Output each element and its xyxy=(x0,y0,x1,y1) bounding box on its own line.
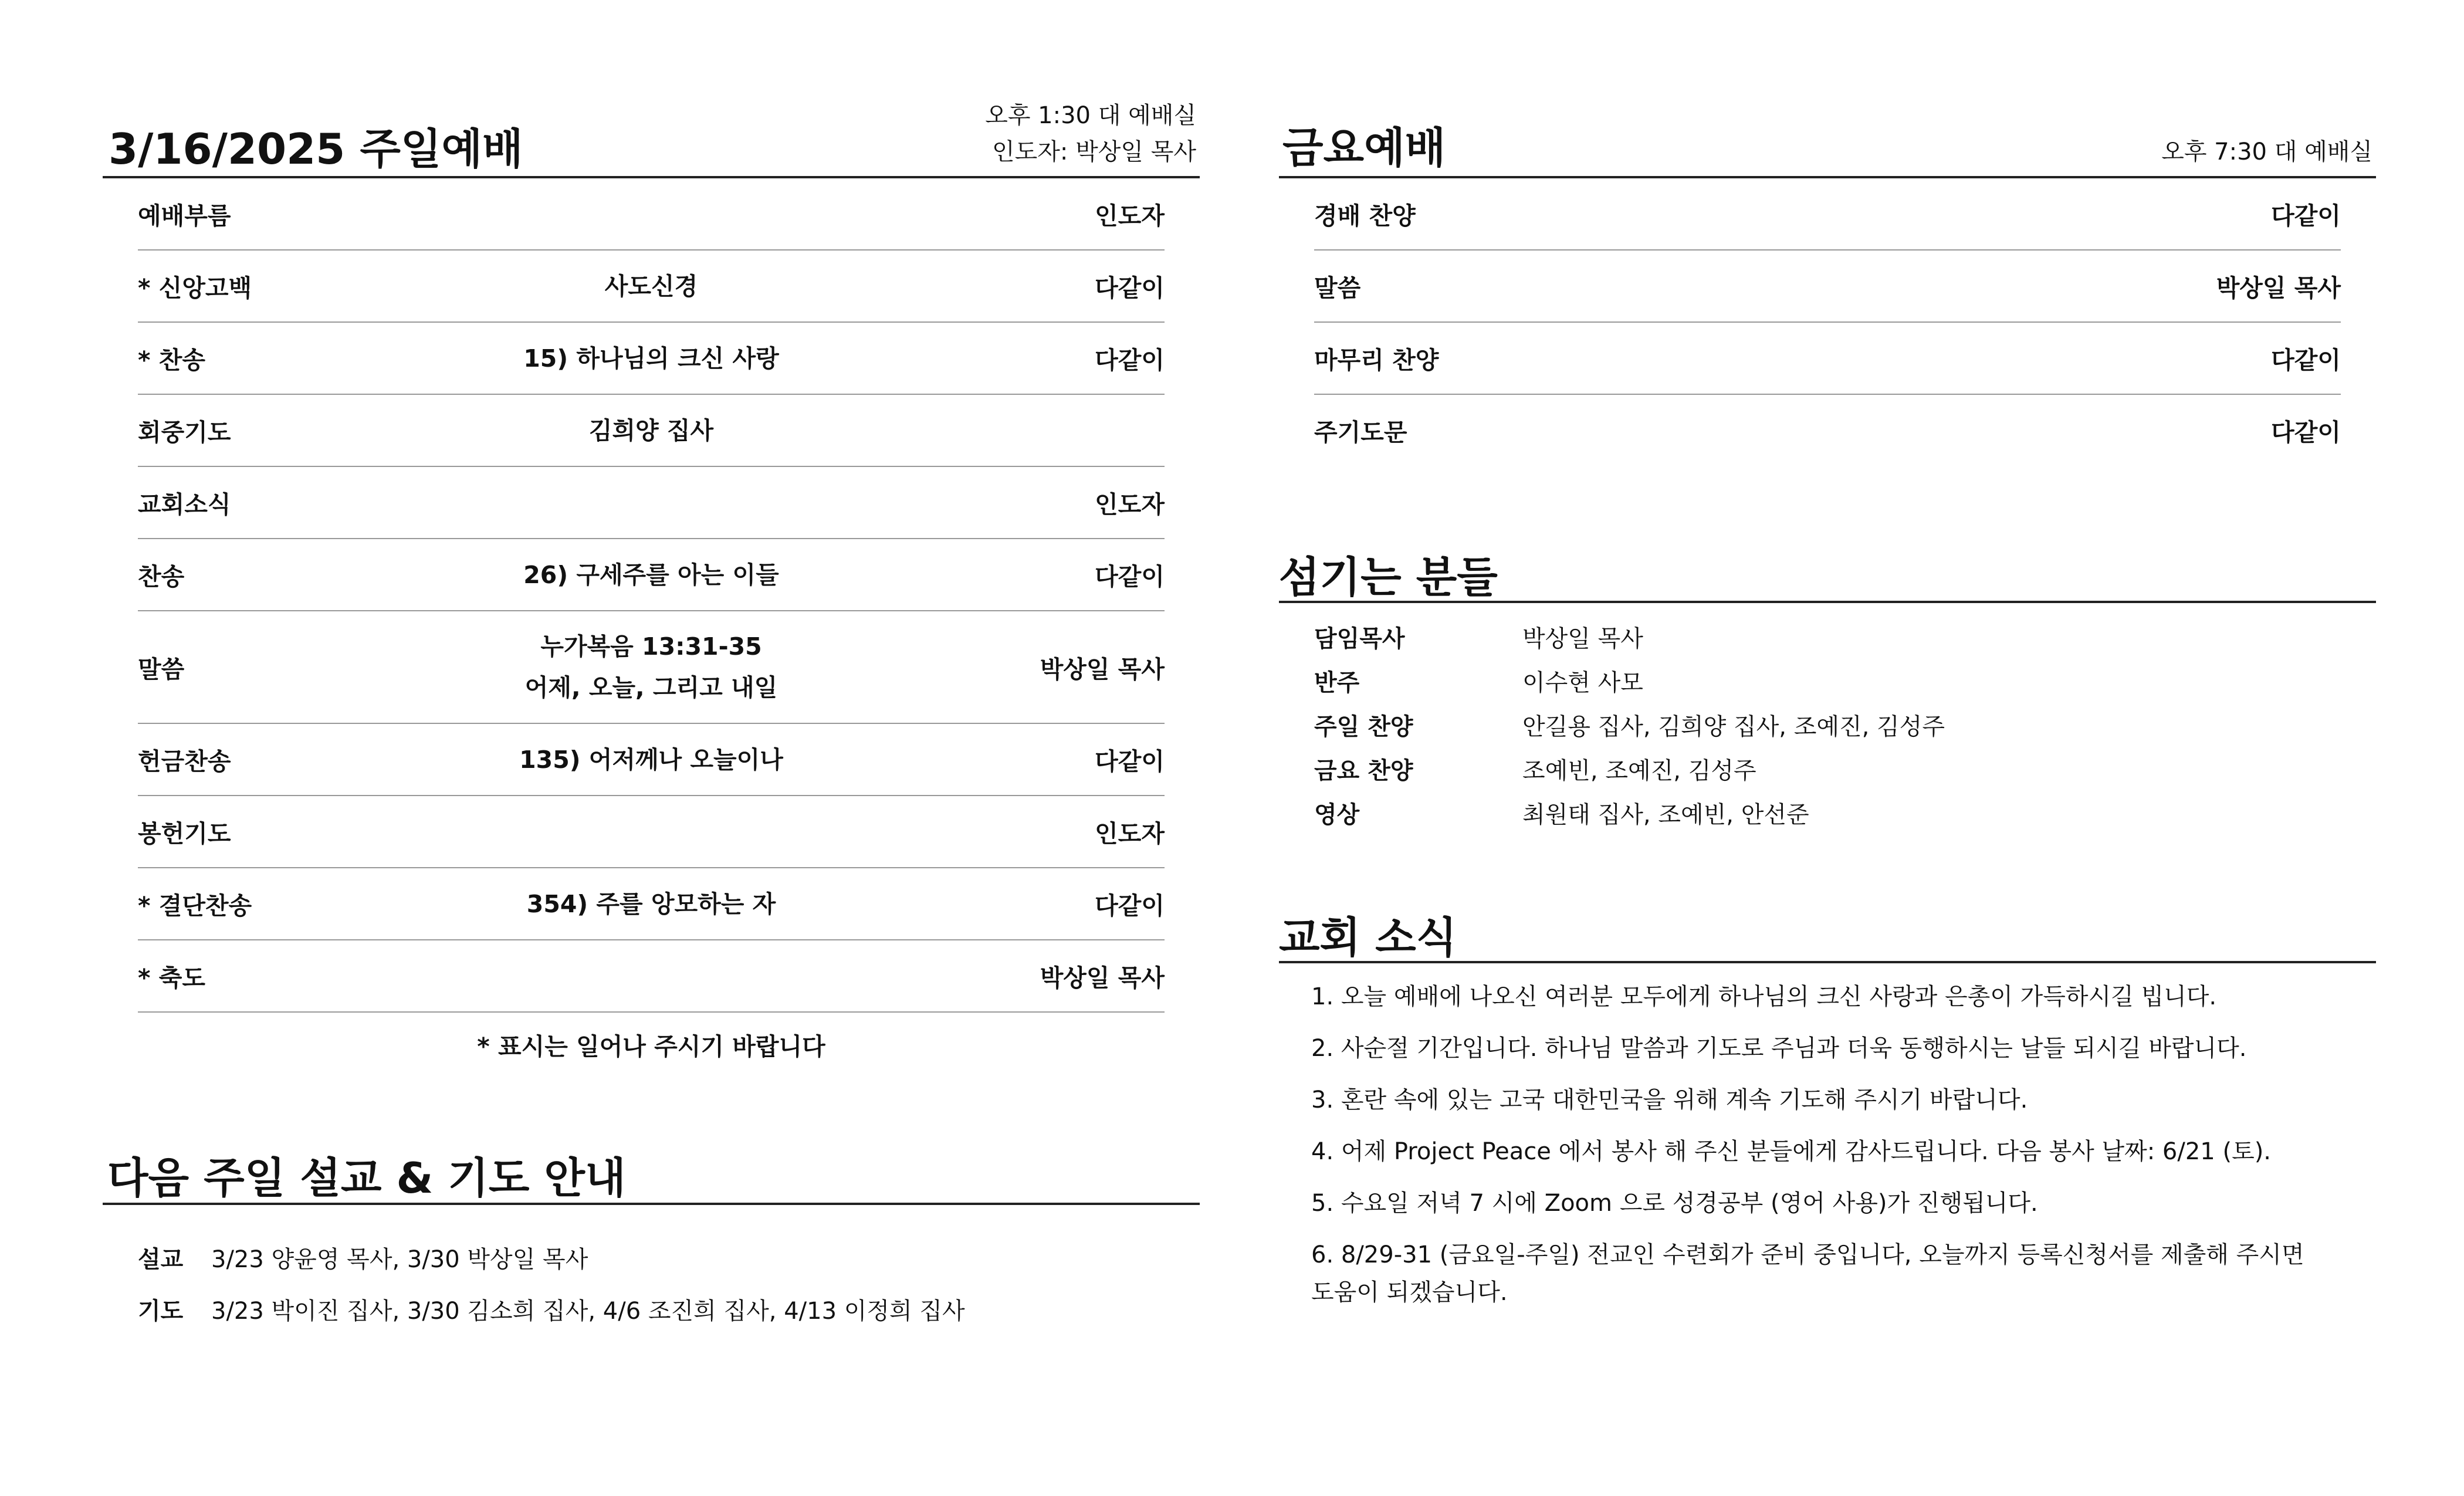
news-header xyxy=(1279,905,2376,963)
server-role: 영상 xyxy=(1314,801,1360,828)
news-title: 교회 소식 xyxy=(1279,913,1457,962)
news-item: 1. 오늘 예배에 나오신 여러분 모두에게 하나님의 크신 사랑과 은총이 가득하시길 빕니다. xyxy=(1311,983,2217,1010)
left-panel xyxy=(103,100,1200,1335)
order-row xyxy=(138,251,1165,323)
order-row xyxy=(138,395,1165,467)
sermon-title: 어제, 오늘, 그리고 내일 xyxy=(524,673,778,702)
server-role: 주일 찬양 xyxy=(1314,713,1413,740)
server-row xyxy=(1314,703,2376,747)
order-part: 주기도문 xyxy=(1314,418,1407,446)
sermon-label: 설교 xyxy=(138,1245,184,1273)
servers-list xyxy=(1279,615,2376,835)
order-by: 다같이 xyxy=(2271,346,2341,374)
order-by: 박상일 목사 xyxy=(2216,274,2341,302)
order-part: * 신앙고백 xyxy=(138,274,252,302)
sunday-leader: 인도자: 박상일 목사 xyxy=(991,138,1196,165)
friday-title: 금요예배 xyxy=(1282,123,1446,172)
server-row xyxy=(1314,659,2376,703)
news-item: 2. 사순절 기간입니다. 하나님 말씀과 기도로 주님과 더욱 동행하시는 날들 되시길 바랍니다. xyxy=(1311,1035,2247,1062)
news-item: 5. 수요일 저녁 7 시에 Zoom 으로 성경공부 (영어 사용)가 진행됩니다. xyxy=(1311,1190,2038,1217)
order-part: 교회소식 xyxy=(138,490,231,519)
order-row xyxy=(1314,323,2341,395)
order-row xyxy=(138,178,1165,251)
order-item: 사도신경 xyxy=(604,272,698,300)
order-part: 회중기도 xyxy=(138,418,231,446)
server-names: 최원태 집사, 조예빈, 안선준 xyxy=(1522,801,1809,828)
news-item: 4. 어제 Project Peace 에서 봉사 해 주신 분들에게 감사드립니다. 다음 봉사 날짜: 6/21 (토). xyxy=(1311,1138,2272,1165)
server-names: 안길용 집사, 김희양 집사, 조예진, 김성주 xyxy=(1522,713,1945,740)
news-item: 3. 혼란 속에 있는 고국 대한민국을 위해 계속 기도해 주시기 바랍니다. xyxy=(1311,1087,2028,1113)
order-by: 인도자 xyxy=(1095,202,1165,230)
order-part: * 축도 xyxy=(138,964,205,992)
server-row xyxy=(1314,747,2376,791)
order-part: 말씀 xyxy=(138,655,185,683)
order-row xyxy=(138,868,1165,940)
order-by: 다같이 xyxy=(1095,747,1165,776)
order-by: 인도자 xyxy=(1095,490,1165,519)
order-by: 다같이 xyxy=(1095,346,1165,374)
order-by: 박상일 목사 xyxy=(1040,964,1165,992)
order-item: 15) 하나님의 크신 사랑 xyxy=(523,344,779,373)
server-row xyxy=(1314,791,2376,835)
order-part: * 결단찬송 xyxy=(138,892,252,920)
servers-header xyxy=(1279,545,2376,603)
server-role: 담임목사 xyxy=(1314,625,1405,652)
order-part: 예배부름 xyxy=(138,202,231,230)
order-row-sermon xyxy=(138,611,1165,724)
order-part: 헌금찬송 xyxy=(138,747,231,776)
news-list xyxy=(1311,978,2320,1311)
sunday-info xyxy=(985,97,1196,170)
order-by: 다같이 xyxy=(1095,274,1165,302)
order-by: 인도자 xyxy=(1095,820,1165,848)
sermon-text xyxy=(490,626,813,708)
standing-note: * 표시는 일어나 주시기 바랍니다 xyxy=(477,1033,825,1061)
order-row xyxy=(138,940,1165,1013)
order-by: 다같이 xyxy=(1095,892,1165,920)
order-part: 말씀 xyxy=(1314,274,1361,302)
order-row xyxy=(138,724,1165,796)
sunday-order xyxy=(138,178,1165,1062)
order-row xyxy=(138,796,1165,868)
order-item: 354) 주를 앙모하는 자 xyxy=(526,889,776,918)
next-week-plan xyxy=(103,1231,1200,1335)
server-role: 금요 찬양 xyxy=(1314,757,1413,784)
order-row xyxy=(1314,178,2341,251)
order-by: 다같이 xyxy=(2271,418,2341,446)
servers-title: 섬기는 분들 xyxy=(1279,553,1498,602)
order-part: 경배 찬양 xyxy=(1314,202,1416,230)
order-row xyxy=(138,467,1165,539)
server-role: 반주 xyxy=(1314,669,1360,696)
next-week-title: 다음 주일 설교 & 기도 안내 xyxy=(107,1153,626,1203)
order-by: 박상일 목사 xyxy=(1040,655,1165,683)
server-names: 조예빈, 조예진, 김성주 xyxy=(1522,757,1756,784)
sermon-scripture: 누가복음 13:31-35 xyxy=(540,632,762,661)
order-item: 26) 구세주를 아는 이들 xyxy=(523,560,779,589)
order-row xyxy=(138,323,1165,395)
server-names: 이수현 사모 xyxy=(1522,669,1643,696)
friday-order xyxy=(1314,178,2341,466)
right-panel xyxy=(1279,100,2376,1325)
order-part: * 찬송 xyxy=(138,346,205,374)
server-names: 박상일 목사 xyxy=(1522,625,1643,652)
server-row xyxy=(1314,615,2376,659)
order-by: 다같이 xyxy=(2271,202,2341,230)
friday-time: 오후 7:30 대 예배실 xyxy=(2161,138,2372,165)
prayer-schedule: 3/23 박이진 집사, 3/30 김소희 집사, 4/6 조진희 집사, 4/13 이정희 집사 xyxy=(211,1297,965,1325)
next-week-header xyxy=(103,1150,1200,1205)
order-part: 마무리 찬양 xyxy=(1314,346,1439,374)
sunday-time: 오후 1:30 대 예배실 xyxy=(985,102,1196,129)
sunday-title: 3/16/2025 주일예배 xyxy=(109,124,523,174)
order-row xyxy=(1314,251,2341,323)
sunday-header xyxy=(103,100,1200,178)
order-item: 135) 어저께나 오늘이나 xyxy=(519,745,783,774)
sermon-schedule: 3/23 양윤영 목사, 3/30 박상일 목사 xyxy=(211,1245,588,1273)
prayer-label: 기도 xyxy=(138,1297,184,1325)
order-row xyxy=(1314,395,2341,466)
sermon-plan-row xyxy=(138,1231,1200,1283)
order-row xyxy=(138,539,1165,611)
order-part: 찬송 xyxy=(138,563,185,591)
order-part: 봉헌기도 xyxy=(138,820,231,848)
order-item: 김희양 집사 xyxy=(588,416,714,445)
order-by: 다같이 xyxy=(1095,563,1165,591)
prayer-plan-row xyxy=(138,1283,1200,1335)
news-item: 6. 8/29-31 (금요일-주일) 전교인 수련회가 준비 중입니다, 오늘까지 등록신청서를 제출해 주시면 도움이 되겠습니다. xyxy=(1311,1241,2304,1306)
friday-header xyxy=(1279,100,2376,178)
